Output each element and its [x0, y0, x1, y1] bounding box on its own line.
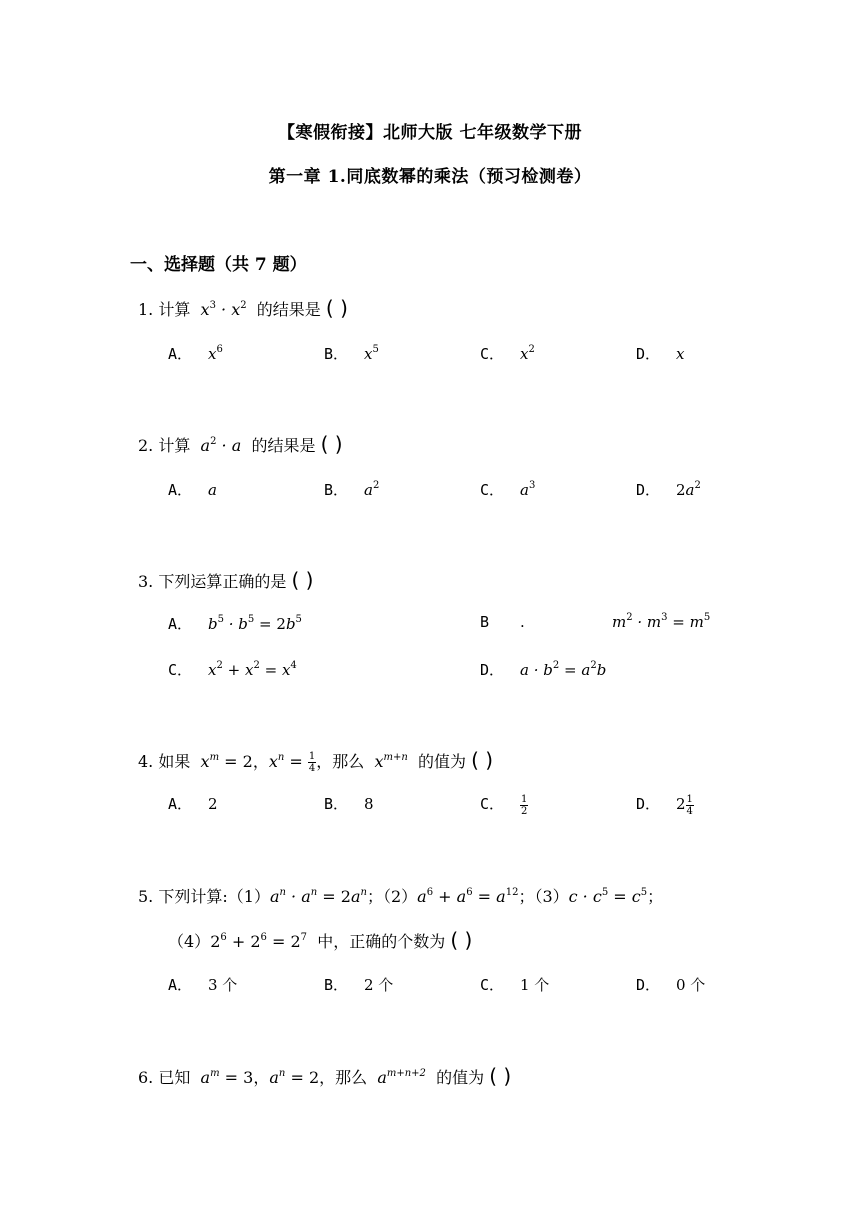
math-expression: $x^m = 2$ [195, 752, 253, 771]
answer-blank: ( ) [489, 1064, 512, 1088]
option-c: C． $\frac{1}{2}$ [480, 793, 528, 817]
option-a: A． $x^6$ [168, 344, 223, 363]
answer-blank: ( ) [291, 568, 314, 592]
question-2 [138, 432, 343, 456]
option-d: D． 0 个 [636, 976, 706, 994]
question-text: 下列运算正确的是 [158, 572, 287, 591]
math-expression: $2^6 + 2^6 = 2^7$ [210, 932, 308, 951]
question-text: 中，正确的个数为 [317, 932, 446, 951]
question-number: 3. [138, 572, 154, 591]
answer-blank: ( ) [450, 928, 473, 952]
option-a: A． 2 [168, 795, 218, 813]
worksheet-subtitle: 第一章 1.同底数幂的乘法（预习检测卷） [268, 167, 592, 187]
question-text: 计算 [158, 436, 191, 455]
worksheet-title: 【寒假衔接】北师大版 七年级数学下册 [278, 123, 582, 143]
question-text: 计算 [158, 300, 191, 319]
option-a: A． a [168, 481, 217, 499]
option-c: C． 1 个 [480, 976, 550, 994]
option-b: B [480, 613, 490, 631]
question-number: 1. [138, 300, 154, 319]
option-b-expression: $m^2 \cdot m^3 = m^5$ [612, 612, 711, 631]
option-b: B． $x^5$ [324, 344, 379, 363]
answer-blank: ( ) [325, 296, 348, 320]
option-d: D． $2a^2$ [636, 480, 701, 499]
question-text: 的结果是 [256, 300, 321, 319]
answer-blank: ( ) [471, 748, 494, 772]
question-number: 2. [138, 436, 154, 455]
question-3 [138, 568, 313, 592]
answer-blank: ( ) [320, 432, 343, 456]
math-expression: $a^2 \cdot a$ [195, 436, 247, 455]
question-text: 如果 [158, 752, 191, 771]
question-number: 5. [138, 887, 154, 906]
option-d: D． 2 $\frac{1}{4}$ [636, 793, 693, 817]
option-d: D． $a \cdot b^2 = a^2b$ [480, 660, 607, 679]
question-text: 的值为 [418, 752, 467, 771]
question-number: 6. [138, 1068, 154, 1087]
question-text: 下列计算: [158, 887, 228, 906]
option-c: C． $a^3$ [480, 480, 536, 499]
question-5: 5. 下列计算$:(1)a^n \cdot a^n = 2a^n$；$(2)a^6 + a^6 = a^{12}$；$(3)c \cdot c^5 = c^5$； [138, 887, 664, 906]
math-expression: $a^n = 2$ [269, 1068, 320, 1087]
question-text: 的值为 [436, 1068, 485, 1087]
question-5-line-2: $(4)2^6 + 2^6 = 2^7$ 中，正确的个数为 ( ) [168, 928, 473, 952]
math-expression: $x^{m+n}$ [369, 752, 408, 771]
math-expression: $a^n \cdot a^n = 2a^n$ [269, 887, 367, 906]
option-c: C． $x^2 + x^2 = x^4$ [168, 660, 297, 679]
option-a: A． 3 个 [168, 976, 238, 994]
option-c: C． $x^2$ [480, 344, 535, 363]
option-d: D． x [636, 345, 685, 363]
question-text: 的结果是 [251, 436, 316, 455]
option-b: B． 2 个 [324, 976, 394, 994]
option-b-dot: . [520, 613, 525, 631]
option-a: A． $b^5 \cdot b^5 = 2b^5$ [168, 614, 302, 633]
math-expression: $a^m = 3$ [195, 1068, 254, 1087]
math-expression: $c \cdot c^5 = c^5$ [568, 887, 648, 906]
math-expression: $x^n$ = $\frac{1}{4}$ [268, 751, 316, 774]
math-expression: $a^{m+n+2}$ [372, 1068, 426, 1087]
question-1 [138, 296, 348, 320]
question-number: 4. [138, 752, 154, 771]
question-6: 6. 已知 $a^m = 3$，$a^n = 2$，那么 $a^{m+n+2}$ 的值为 ( ) [138, 1064, 512, 1088]
section-heading: 一、选择题（共 7 题） [130, 255, 307, 275]
math-expression: $x^3 \cdot x^2$ [195, 300, 247, 319]
option-b: B． $a^2$ [324, 480, 380, 499]
question-text: 已知 [158, 1068, 191, 1087]
math-expression: $a^6 + a^6 = a^{12}$ [417, 887, 519, 906]
option-b: B． 8 [324, 795, 374, 813]
question-4: 4. 如果 $x^m = 2$，$x^n$ = $\frac{1}{4}$ ，那么 $x^{m+n}$ 的值为 ( ) [138, 748, 494, 774]
